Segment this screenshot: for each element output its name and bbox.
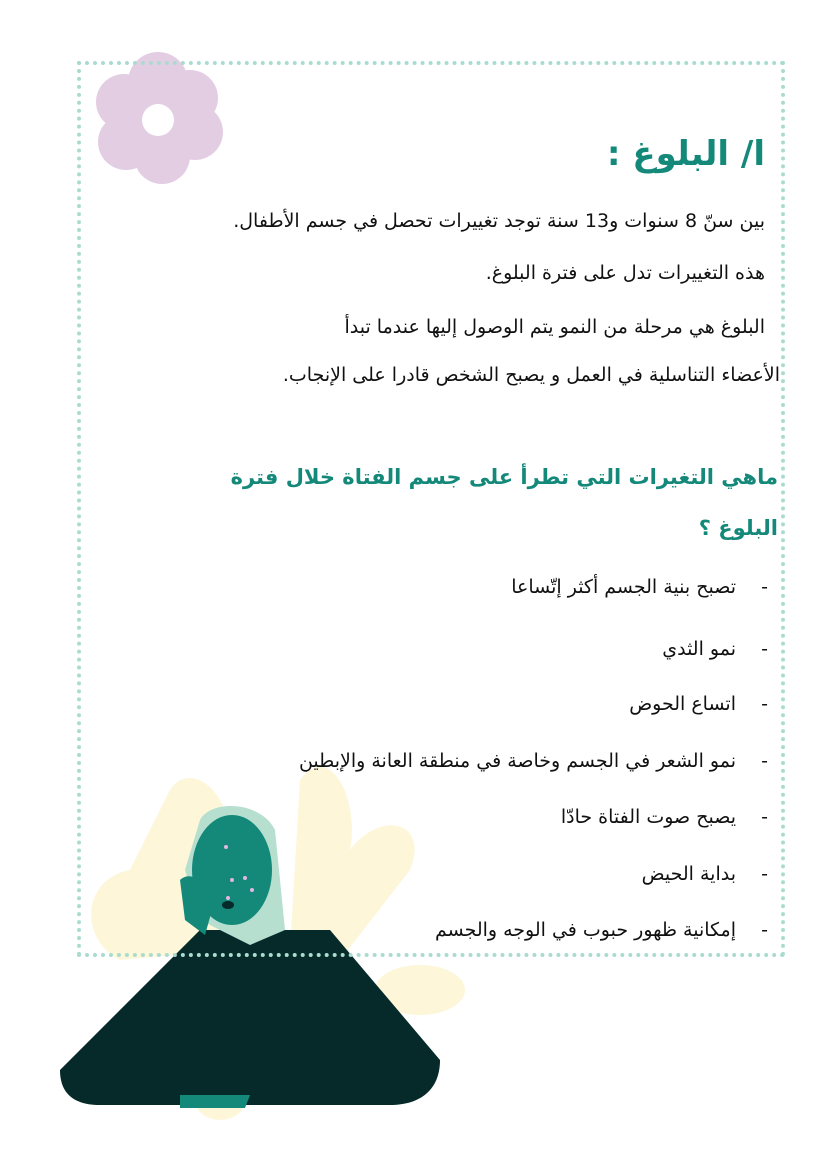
bullet-dash: - [761,750,768,772]
list-item [642,863,768,885]
list-item [662,638,768,660]
bullet-dash: - [761,863,768,885]
bullet-dash: - [761,919,768,941]
list-item-text: بداية الحيض [641,863,736,885]
list-item-text: يصبح صوت الفتاة حادّا [560,806,736,828]
intro-line-2: هذه التغييرات تدل على فترة البلوغ. [485,262,765,284]
list-item-text: اتساع الحوض [629,693,736,715]
list-item-text: نمو الشعر في الجسم وخاصة في منطقة العانة والإبطين [298,750,736,772]
bullet-dash: - [761,576,768,598]
intro-line-3: البلوغ هي مرحلة من النمو يتم الوصول إليها عندما تبدأ [344,316,765,338]
list-item [561,806,768,828]
question-heading-line-1: ماهي التغيرات التي تطرأ على جسم الفتاة خلال فترة [230,465,778,489]
bullet-dash: - [761,693,768,715]
list-item [435,919,768,941]
intro-line-4: الأعضاء التناسلية في العمل و يصبح الشخص قادرا على الإنجاب. [282,364,780,386]
bullet-dash: - [761,806,768,828]
list-item [511,576,768,598]
question-heading-line-2: البلوغ ؟ [698,516,778,540]
list-item-text: تصبح بنية الجسم أكثر إتّساعا [511,576,736,598]
list-item [629,693,768,715]
list-item-text: نمو الثدي [662,638,736,660]
section-title: ا/ البلوغ : [606,134,765,174]
list-item-text: إمكانية ظهور حبوب في الوجه والجسم [434,919,736,941]
intro-line-1: بين سنّ 8 سنوات و13 سنة توجد تغييرات تحصل في جسم الأطفال. [233,210,765,232]
list-item [299,750,768,772]
bullet-dash: - [761,638,768,660]
